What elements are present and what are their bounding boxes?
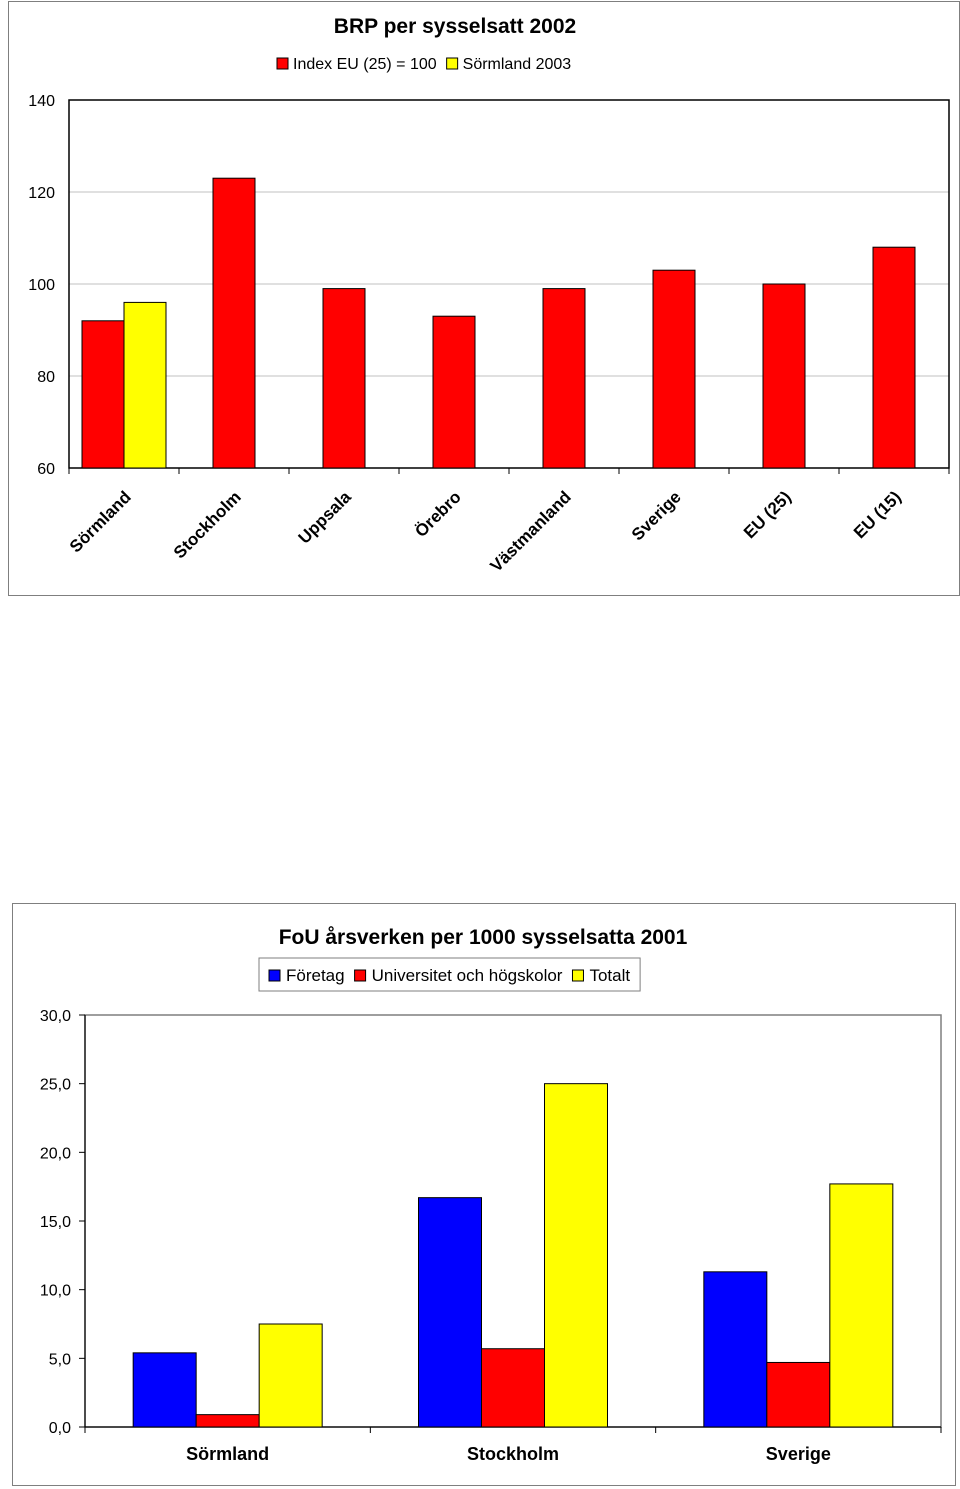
legend [259,958,640,991]
grid-lines [69,192,949,376]
y-tick-30-0: 30,0 [39,1008,71,1025]
chart-title: FoU årsverken per 1000 sysselsatta 2001 [278,926,688,949]
bar-eu-25-index-eu-25-100 [763,284,805,468]
brp-chart-svg [9,2,960,597]
x-label-eu-25: EU (25) [739,487,795,543]
y-tick-80: 80 [37,369,55,386]
bar-örebro-index-eu-25-100 [433,316,475,468]
bar-stockholm-index-eu-25-100 [213,178,255,468]
x-label-örebro: Örebro [411,487,465,541]
bar-stockholm-företag [419,1198,482,1427]
brp-chart [8,1,960,596]
y-tick-labels [40,1008,71,1437]
y-tick-120: 120 [28,185,55,202]
y-tick-15-0: 15,0 [39,1214,71,1231]
bar-eu-15-index-eu-25-100 [873,247,915,468]
bar-sverige-universitet-och-högskolor [767,1362,830,1427]
y-tick-25-0: 25,0 [39,1076,71,1094]
bar-stockholm-universitet-och-högskolor [482,1349,545,1427]
legend-label-index-eu-25-100: Index EU (25) = 100 [293,56,437,73]
y-tick-0-0: 0,0 [48,1420,71,1437]
x-label-sörmland: Sörmland [186,1444,270,1464]
x-tick-labels [66,487,905,576]
bars [69,178,949,474]
bar-sverige-totalt [830,1184,893,1427]
x-label-sörmland: Sörmland [65,487,135,557]
bar-sverige-index-eu-25-100 [653,270,695,468]
bar-sörmland-universitet-och-högskolor [196,1415,259,1427]
x-label-sverige: Sverige [627,487,685,545]
legend-swatch-totalt [572,970,583,981]
bars [133,1084,893,1427]
legend-label-sörmland-2003: Sörmland 2003 [462,56,572,73]
x-label-stockholm: Stockholm [466,1444,560,1464]
chart-title: BRP per sysselsatt 2002 [333,15,577,38]
legend-label-universitet-och-högskolor: Universitet och högskolor [371,966,563,985]
legend-swatch-företag [269,970,280,981]
y-tick-20-0: 20,0 [39,1145,71,1163]
x-tick-labels [186,1444,831,1464]
y-tick-10-0: 10,0 [39,1282,71,1300]
legend-swatch-index-eu-25-100 [277,58,288,69]
y-tick-labels [28,93,55,478]
bar-uppsala-index-eu-25-100 [323,289,365,468]
legend [277,56,571,73]
x-label-stockholm: Stockholm [169,487,245,563]
bar-sörmland-företag [133,1353,196,1427]
bar-stockholm-totalt [545,1084,608,1427]
y-tick-5-0: 5,0 [48,1351,71,1369]
fou-chart [12,903,956,1486]
legend-label-totalt: Totalt [589,966,631,985]
y-tick-100: 100 [28,277,55,294]
x-label-sverige: Sverige [765,1444,831,1464]
bar-sörmland-index-eu-25-100 [82,321,124,468]
y-tick-140: 140 [28,93,55,110]
legend-swatch-universitet-och-högskolor [355,970,366,981]
y-tick-60: 60 [37,461,55,478]
x-label-uppsala: Uppsala [294,487,355,548]
bar-västmanland-index-eu-25-100 [543,289,585,468]
x-label-eu-15: EU (15) [849,487,905,543]
bar-sörmland-sörmland-2003 [124,302,166,468]
bar-sörmland-totalt [259,1324,322,1427]
legend-swatch-sörmland-2003 [447,58,458,69]
legend-label-företag: Företag [286,966,345,985]
fou-chart-svg [13,904,957,1487]
x-label-västmanland: Västmanland [486,487,575,576]
bar-sverige-företag [704,1272,767,1427]
